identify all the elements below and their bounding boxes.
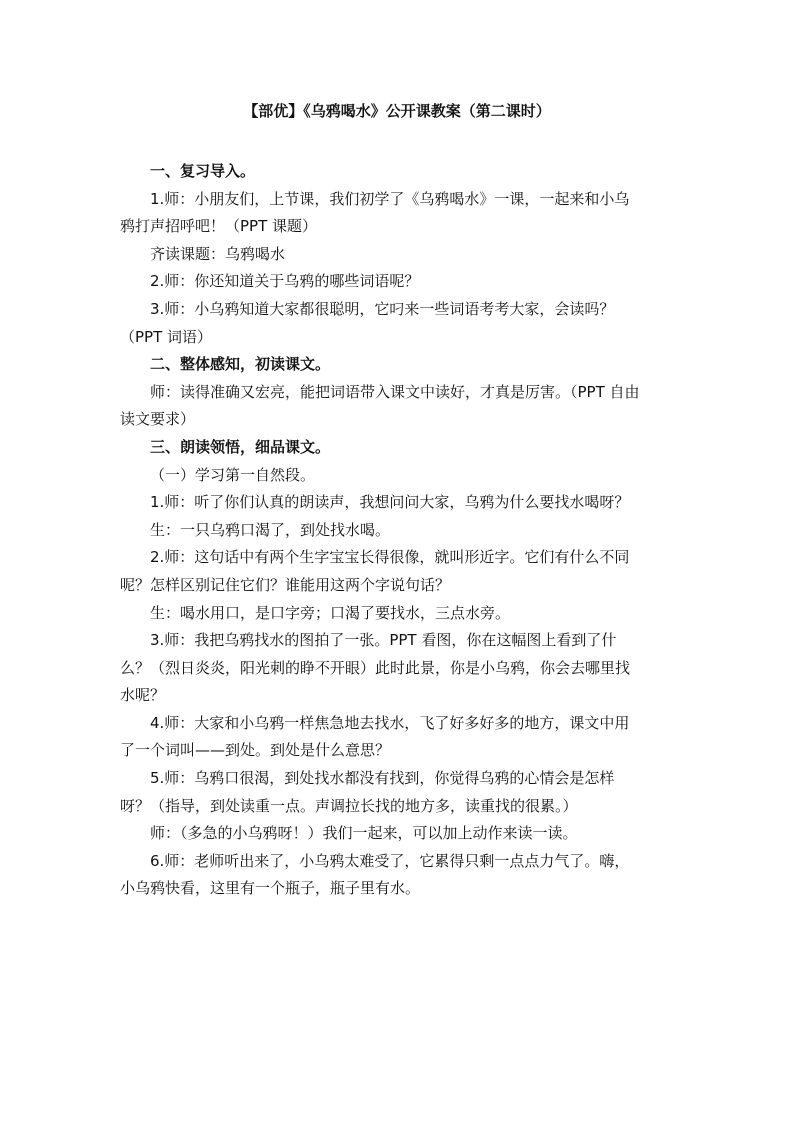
text-line: 1.师：听了你们认真的朗读声，我想问问大家，乌鸦为什么要找水喝呀？ [150,493,630,512]
text-line: 师：读得准确又宏亮，能把词语带入课文中读好，才真是厉害。（PPT 自由 [150,382,640,401]
text-line: （一）学习第一自然段。 [150,465,316,484]
document-title: 【部优】《乌鸦喝水》公开课教案（第二课时） [243,102,551,120]
text-line: 2.师：你还知道关于乌鸦的哪些词语呢？ [150,272,420,291]
text-line: 呢？怎样区别记住它们？谁能用这两个字说句话？ [120,575,451,594]
section-heading: 二、整体感知，初读课文。 [150,355,331,374]
text-line: 1.师：小朋友们，上节课，我们初学了《乌鸦喝水》一课，一起来和小乌 [150,189,630,208]
text-line: 3.师：我把乌鸦找水的图拍了一张。PPT 看图，你在这幅图上看到了什 [150,631,617,650]
text-line: 鸦打声招呼吧！（PPT 课题） [120,217,318,236]
text-line: 齐读课题：乌鸦喝水 [150,244,286,263]
document-body [120,158,680,903]
section-heading: 三、朗读领悟，细品课文。 [150,437,331,456]
text-line: 生：一只乌鸦口渴了，到处找水喝。 [150,520,391,539]
text-line: 师：（多急的小乌鸦呀！）我们一起来，可以加上动作来读一读。 [150,824,578,843]
text-line: 了一个词叫——到处。到处是什么意思？ [120,741,391,760]
text-line: （PPT 词语） [120,327,213,346]
section-heading: 一、复习导入。 [150,162,256,180]
text-line: 4.师：大家和小乌鸦一样焦急地去找水，飞了好多好多的地方，课文中用 [150,713,630,732]
text-line: 生：喝水用口，是口字旁；口渴了要找水，三点水旁。 [150,603,511,622]
text-line: 6.师：老师听出来了，小乌鸦太难受了，它累得只剩一点点力气了。嗨， [150,851,630,870]
text-line: 呀？（指导，到处读重一点。声调拉长找的地方多，读重找的很累。） [120,796,578,815]
text-line: 5.师：乌鸦口很渴，到处找水都没有找到，你觉得乌鸦的心情会是怎样 [150,769,615,788]
text-line: 水呢？ [120,686,166,705]
text-line: 读文要求） [120,410,196,429]
text-line: 2.师：这句话中有两个生字宝宝长得很像，就叫形近字。它们有什么不同 [150,548,630,567]
text-line: 么？（烈日炎炎，阳光刺的睁不开眼）此时此景，你是小乌鸦，你会去哪里找 [120,658,631,677]
text-line: 3.师：小乌鸦知道大家都很聪明，它叼来一些词语考考大家，会读吗？ [150,299,615,318]
text-line: 小乌鸦快看，这里有一个瓶子，瓶子里有水。 [120,879,421,898]
